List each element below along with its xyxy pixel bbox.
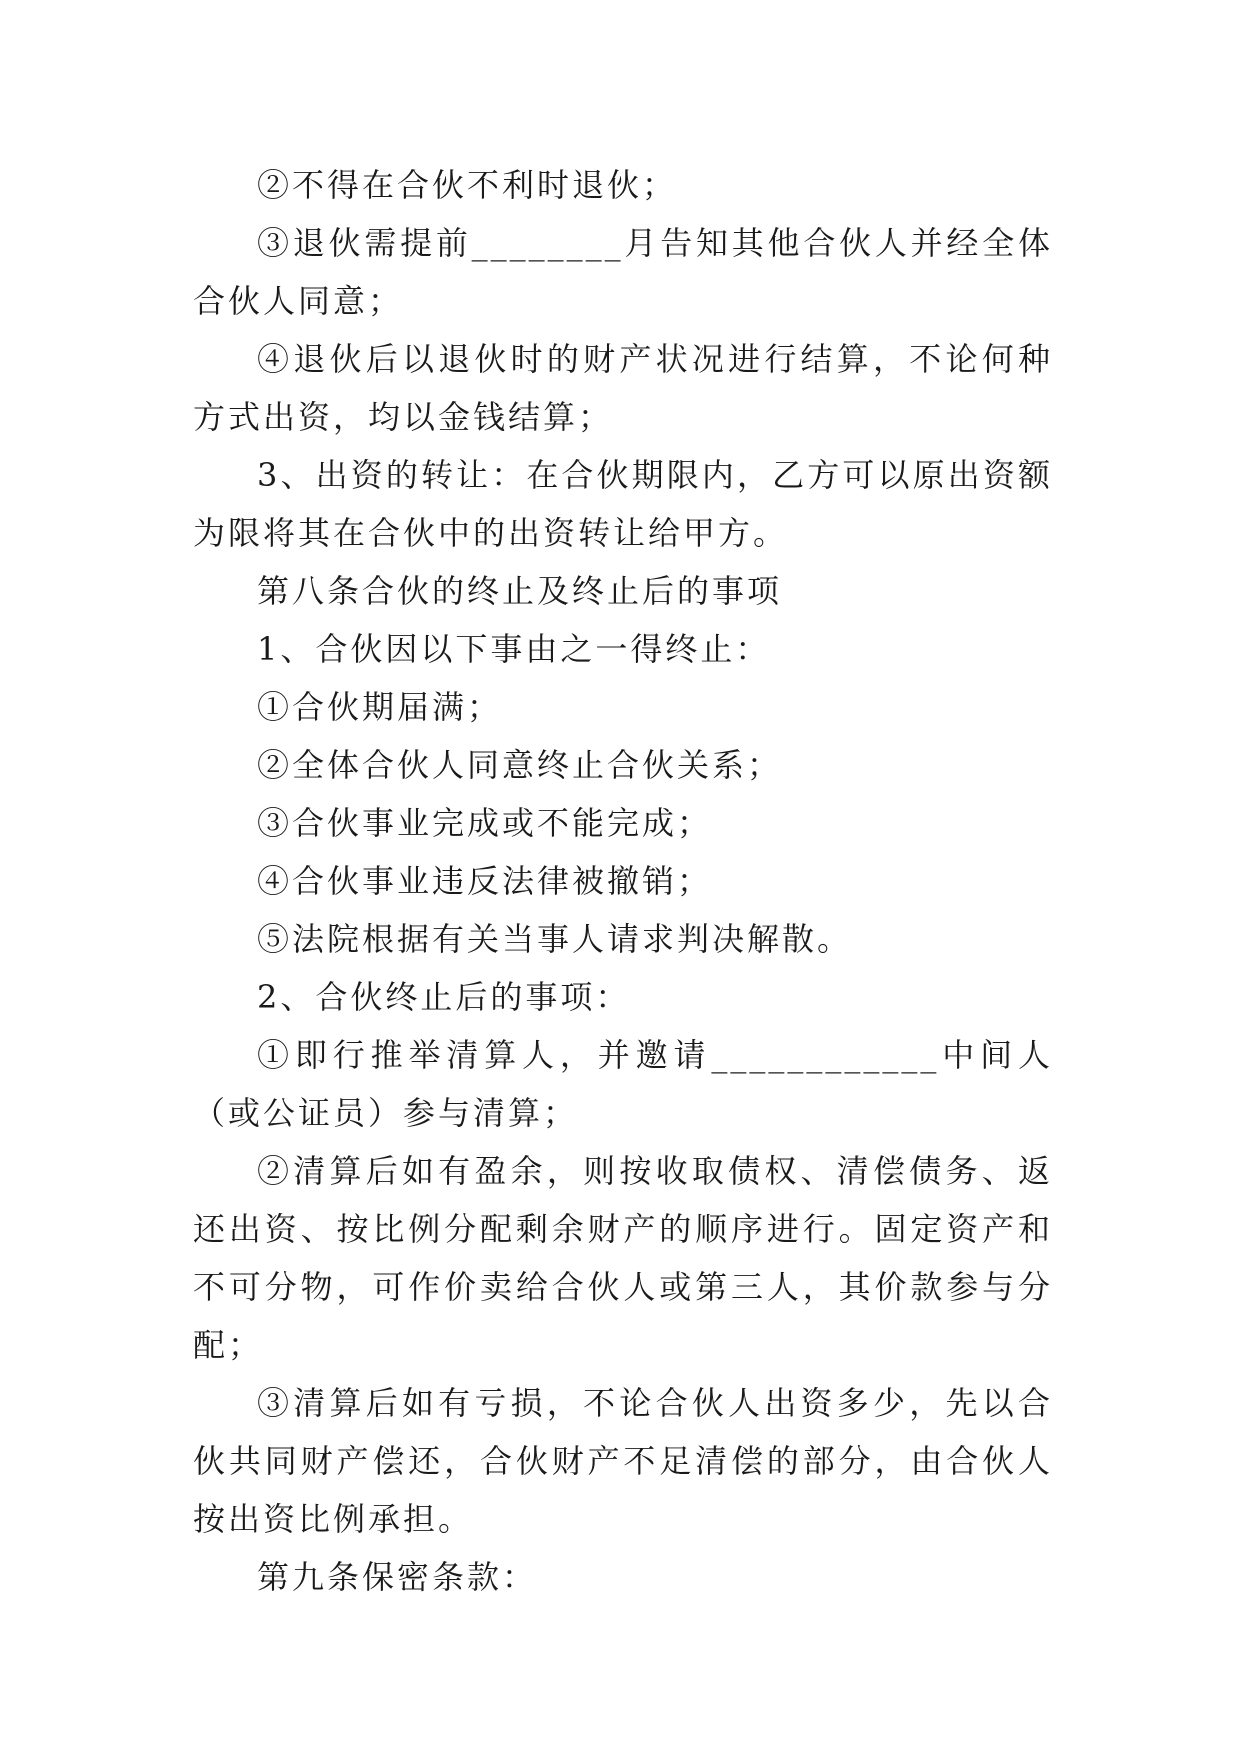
article-eight-heading: 第八条合伙的终止及终止后的事项 <box>257 572 783 610</box>
list-item-loss: ③清算后如有亏损，不论合伙人出资多少，先以合伙共同财产偿还，合伙财产不足清偿的部分，由合伙人按出资比例承担。 <box>193 1384 1053 1538</box>
list-item-court-dissolution: ⑤法院根据有关当事人请求判决解散。 <box>257 920 853 958</box>
list-item-business-complete: ③合伙事业完成或不能完成； <box>257 804 713 842</box>
paragraph-termination-causes: 1、合伙因以下事由之一得终止： <box>257 630 771 668</box>
list-item-revoked: ④合伙事业违反法律被撤销； <box>257 862 713 900</box>
paragraph-withdraw-settlement: ④退伙后以退伙时的财产状况进行结算，不论何种方式出资，均以金钱结算； <box>193 340 1053 436</box>
list-item-all-agree: ②全体合伙人同意终止合伙关系； <box>257 746 783 784</box>
document-body <box>193 156 1053 1606</box>
paragraph-withdraw-notice: ③退伙需提前________月告知其他合伙人并经全体合伙人同意； <box>193 224 1053 320</box>
list-item-term-expired: ①合伙期届满； <box>257 688 503 726</box>
list-item-liquidator: ①即行推举清算人，并邀请____________中间人（或公证员）参与清算； <box>193 1036 1053 1132</box>
paragraph-post-termination: 2、合伙终止后的事项： <box>257 978 631 1016</box>
paragraph-capital-transfer: 3、出资的转让：在合伙期限内，乙方可以原出资额为限将其在合伙中的出资转让给甲方。 <box>193 456 1053 552</box>
paragraph-withdraw-unfavorable: ②不得在合伙不利时退伙； <box>257 166 678 204</box>
list-item-surplus: ②清算后如有盈余，则按收取债权、清偿债务、返还出资、按比例分配剩余财产的顺序进行。固定资产和不可分物，可作价卖给合伙人或第三人，其价款参与分配； <box>193 1152 1053 1364</box>
article-nine-heading: 第九条保密条款： <box>257 1558 538 1596</box>
